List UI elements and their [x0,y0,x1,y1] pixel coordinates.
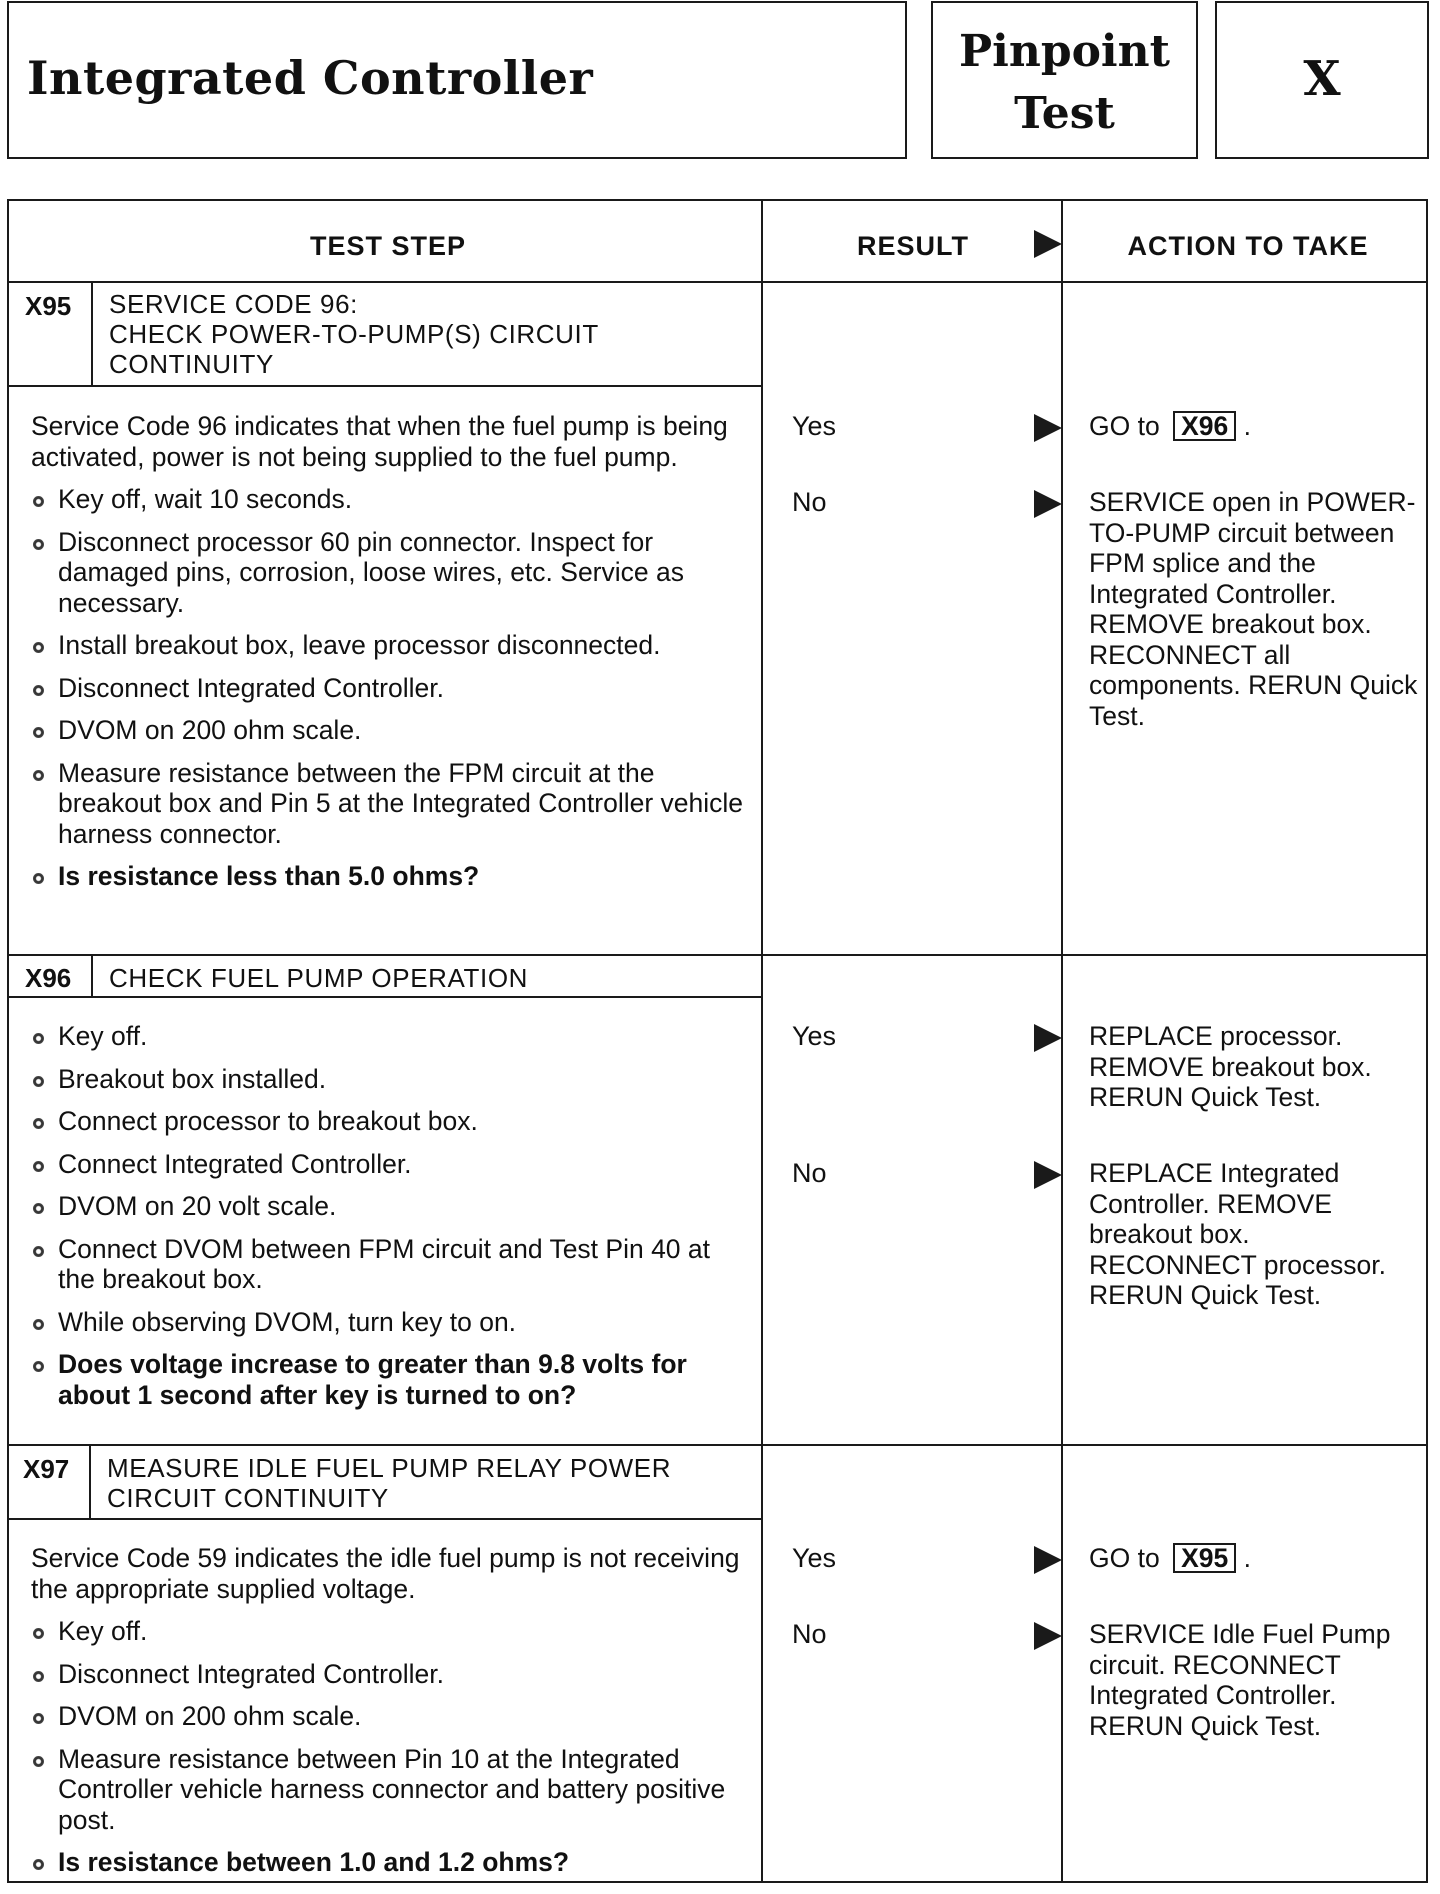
test-letter-box [1215,1,1429,159]
step-instructions [31,411,743,904]
step-id-divider [91,954,93,996]
list-item: Connect DVOM between FPM circuit and Test Pin 40 at the breakout box. [31,1234,743,1295]
list-item: DVOM on 200 ohm scale. [31,1701,743,1732]
list-item: Install breakout box, leave processor disconnected. [31,630,743,661]
list-item: Disconnect Integrated Controller. [31,673,743,704]
step-instructions [31,1543,743,1890]
list-item: Disconnect processor 60 pin connector. Inspect for damaged pins, corrosion, loose wires, etc. Service as necessary. [31,527,743,619]
step-divider [9,1444,1428,1446]
step-heading-line: MEASURE IDLE FUEL PUMP RELAY POWER [107,1453,672,1483]
result-no: No [792,487,827,517]
bullet-icon [33,1203,44,1214]
step-divider [9,954,1428,956]
list-item: Connect Integrated Controller. [31,1149,743,1180]
list-item: Breakout box installed. [31,1064,743,1095]
title-box [7,1,907,159]
list-item: DVOM on 200 ohm scale. [31,715,743,746]
result-arrow-icon [1034,1024,1062,1052]
step-question: Is resistance between 1.0 and 1.2 ohms? [31,1847,743,1878]
result-no: No [792,1158,827,1188]
step-id: X97 [23,1454,70,1484]
step-intro: Service Code 96 indicates that when the fuel pump is being activated, power is not being supplied to the fuel pump. [31,411,728,472]
step-heading-line: CHECK FUEL PUMP OPERATION [109,963,529,993]
step-id: X96 [25,963,72,993]
step-heading [109,289,599,379]
bullet-icon [33,539,44,550]
test-letter: X [1303,51,1341,107]
result-yes: Yes [792,411,837,441]
action-yes: GO to X96 . [1089,411,1251,441]
result-arrow-icon [1034,414,1062,442]
action-no: SERVICE Idle Fuel Pump circuit. RECONNECT Integrated Controller. RERUN Quick Test. [1089,1619,1391,1741]
list-item: Key off, wait 10 seconds. [31,484,743,515]
bullet-icon [33,873,44,884]
step-reference-link[interactable]: X96 [1173,411,1236,441]
bullet-icon [33,1319,44,1330]
result-no: No [792,1619,827,1649]
step-heading [109,963,528,993]
result-arrow-icon [1034,230,1062,258]
test-label: Test [1014,88,1115,139]
pinpoint-label: Pinpoint [959,26,1170,77]
result-yes: Yes [792,1021,837,1051]
step-heading-line: CIRCUIT CONTINUITY [107,1483,389,1513]
list-item: Measure resistance between the FPM circuit at the breakout box and Pin 5 at the Integrated Controller vehicle harness connector. [31,758,743,850]
list-item: Key off. [31,1616,743,1647]
bullet-icon [33,685,44,696]
step-heading-line: CONTINUITY [109,349,274,379]
bullet-icon [33,1713,44,1724]
action-no: REPLACE Integrated Controller. REMOVE breakout box. RECONNECT processor. RERUN Quick Test. [1089,1158,1386,1310]
step-id-divider [89,1444,91,1518]
bullet-icon [33,1033,44,1044]
bullet-icon [33,1361,44,1372]
action-yes: REPLACE processor. REMOVE breakout box. RERUN Quick Test. [1089,1021,1372,1112]
step-heading-line: CHECK POWER-TO-PUMP(S) CIRCUIT [109,319,599,349]
bullet-icon [33,1859,44,1870]
result-arrow-icon [1034,1622,1062,1650]
list-item: Key off. [31,1021,743,1052]
bullet-icon [33,1076,44,1087]
step-reference-link[interactable]: X95 [1173,1543,1236,1573]
list-item: Measure resistance between Pin 10 at the Integrated Controller vehicle harness connector and battery positive post. [31,1744,743,1836]
bullet-icon [33,1756,44,1767]
step-intro: Service Code 59 indicates the idle fuel pump is not receiving the appropriate supplied voltage. [31,1543,740,1604]
step-question: Does voltage increase to greater than 9.8 volts for about 1 second after key is turned to on? [31,1349,743,1410]
pinpoint-test-box [931,1,1198,159]
pinpoint-test-table [7,199,1428,1883]
step-heading-divider [9,1518,761,1520]
step-heading-divider [9,385,761,387]
step-id-divider [91,281,93,385]
bullet-icon [33,496,44,507]
bullet-icon [33,1246,44,1257]
step-heading-line: SERVICE CODE 96: [109,289,358,319]
step-question: Is resistance less than 5.0 ohms? [31,861,743,892]
result-arrow-icon [1034,1161,1062,1189]
action-yes: GO to X95 . [1089,1543,1251,1573]
result-arrow-icon [1034,1546,1062,1574]
bullet-icon [33,1628,44,1639]
result-arrow-icon [1034,490,1062,518]
bullet-icon [33,642,44,653]
column-header-action: ACTION TO TAKE [1127,231,1369,261]
bullet-icon [33,1118,44,1129]
action-no: SERVICE open in POWER-TO-PUMP circuit between FPM splice and the Integrated Controller. REMOVE breakout box. RECONNECT all components. RERUN Quick Test. [1089,487,1418,731]
bullet-icon [33,1671,44,1682]
list-item: While observing DVOM, turn key to on. [31,1307,743,1338]
step-id: X95 [25,291,72,321]
column-header-test-step: TEST STEP [309,231,467,261]
result-yes: Yes [792,1543,837,1573]
column-divider [761,201,763,1883]
bullet-icon [33,727,44,738]
page-title: Integrated Controller [27,51,594,105]
header-divider [9,281,1428,283]
step-heading [107,1453,671,1513]
bullet-icon [33,770,44,781]
list-item: DVOM on 20 volt scale. [31,1191,743,1222]
column-header-result: RESULT [857,231,969,261]
step-instructions [31,1021,743,1422]
bullet-icon [33,1161,44,1172]
step-heading-divider [9,996,761,998]
list-item: Connect processor to breakout box. [31,1106,743,1137]
list-item: Disconnect Integrated Controller. [31,1659,743,1690]
